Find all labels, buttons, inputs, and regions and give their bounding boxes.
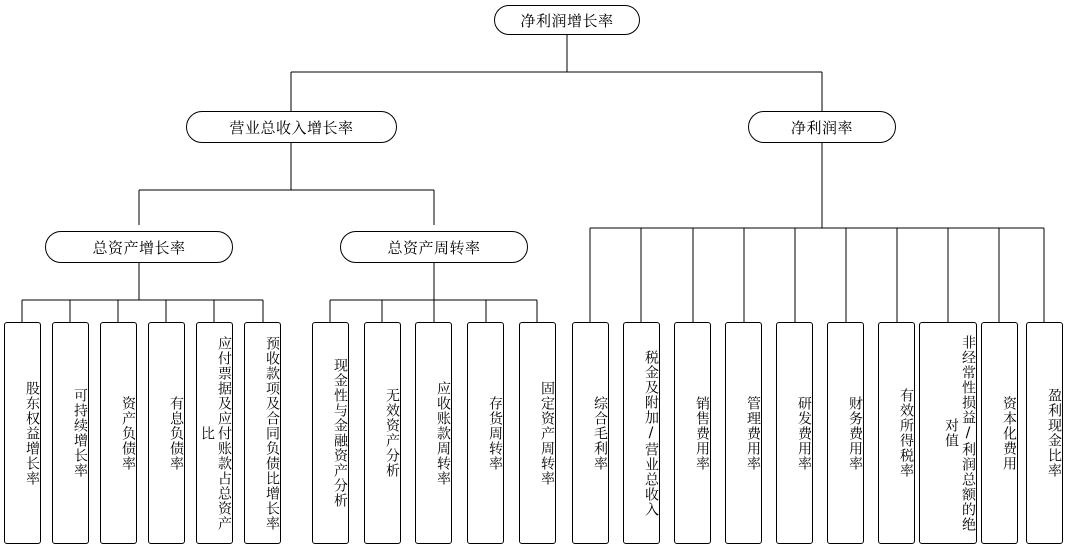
leaf-label: 存货周转率 (487, 395, 503, 471)
leaf-sustainable-growth (52, 322, 89, 544)
leaf-non-recurring-to-total-profit (919, 322, 977, 544)
leaf-finance-expense-ratio (827, 322, 864, 544)
leaf-label: 有效所得税率 (898, 388, 914, 478)
node-revenue-growth-label: 营业总收入增长率 (229, 118, 354, 137)
leaf-label: 研发费用率 (796, 395, 812, 471)
leaf-label: 盈利现金比率 (1046, 388, 1062, 478)
leaf-cash-financial-asset-analysis (312, 322, 349, 544)
leaf-label: 应付票据及应付账款占总资产比 (199, 335, 232, 531)
leaf-label: 综合毛利率 (592, 395, 608, 471)
leaf-label: 可持续增长率 (72, 388, 88, 478)
leaf-label: 财务费用率 (847, 395, 863, 471)
leaf-receivables-turnover (415, 322, 452, 544)
leaf-equity-growth (4, 322, 41, 544)
leaf-inventory-turnover (467, 322, 504, 544)
leaf-tax-surcharge-to-revenue (623, 322, 660, 544)
leaf-label: 股东权益增长率 (24, 380, 40, 486)
leaf-admin-expense-ratio (725, 322, 762, 544)
leaf-ineffective-asset-analysis (364, 322, 401, 544)
node-total-asset-growth-label: 总资产增长率 (92, 238, 186, 257)
leaf-label: 非经常性损益/利润总额的绝对值 (943, 334, 976, 532)
node-total-asset-growth (45, 231, 233, 263)
leaf-label: 资本化费用 (1001, 395, 1017, 471)
leaf-capitalized-expense (981, 322, 1018, 544)
leaf-cash-to-profit-ratio (1026, 322, 1063, 544)
leaf-label: 无效资产分析 (384, 388, 400, 478)
leaf-label: 预收款项及合同负债比增长率 (264, 335, 280, 531)
leaf-advance-receipts-contract-liabilities-growth (244, 322, 281, 544)
leaf-selling-expense-ratio (674, 322, 711, 544)
leaf-debt-ratio (100, 322, 137, 544)
leaf-label: 管理费用率 (745, 395, 761, 471)
leaf-gross-margin (572, 322, 609, 544)
leaf-notes-accounts-payable-ratio (196, 322, 233, 544)
leaf-interest-bearing-debt-ratio (148, 322, 185, 544)
leaf-effective-tax-rate (878, 322, 915, 544)
leaf-rnd-expense-ratio (776, 322, 813, 544)
leaf-fixed-asset-turnover (519, 322, 556, 544)
node-net-profit-margin (748, 111, 896, 143)
leaf-label: 税金及附加/营业总收入 (643, 349, 659, 517)
node-total-asset-turnover-label: 总资产周转率 (387, 238, 481, 257)
node-revenue-growth (186, 111, 397, 143)
node-root (494, 5, 640, 35)
leaf-label: 应收账款周转率 (435, 380, 451, 486)
leaf-label: 有息负债率 (168, 395, 184, 471)
node-net-profit-margin-label: 净利润率 (790, 118, 853, 137)
leaf-label: 固定资产周转率 (539, 380, 555, 486)
node-root-label: 净利润增长率 (520, 11, 614, 30)
leaf-label: 销售费用率 (694, 395, 710, 471)
node-total-asset-turnover (340, 231, 528, 263)
leaf-label: 资产负债率 (120, 395, 136, 471)
leaf-label: 现金性与金融资产分析 (332, 358, 348, 508)
